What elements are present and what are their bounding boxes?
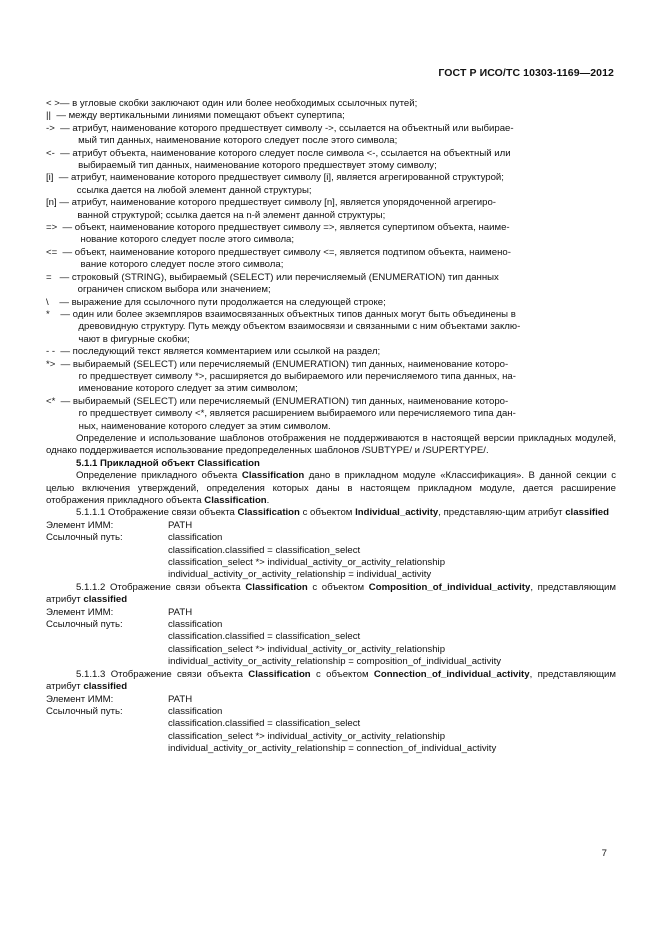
- legend-symbol: - -: [46, 346, 61, 358]
- element-value: PATH: [168, 693, 193, 705]
- legend-text-line: ных, наименование которого следует за этим символом.: [78, 420, 331, 432]
- legend-symbol: <*: [46, 395, 61, 407]
- legend-symbol: \: [46, 296, 60, 308]
- page-content: [46, 98, 616, 756]
- legend-text: [59, 172, 616, 197]
- legend-symbol: ->: [46, 122, 61, 134]
- legend-text-line: — атрибут, наименование которого предшествует символу [n], является упорядоченной агрегиро-: [59, 197, 496, 209]
- legend-text: [60, 346, 616, 358]
- legend-text: [60, 98, 616, 110]
- legend-text-line: — атрибут, наименование которого предшествует символу [i], является агрегированной структурой;: [58, 172, 504, 184]
- legend-text-line: — выбираемый (SELECT) или перечисляемый (ENUMERATION) тип данных, наименование которо-: [60, 358, 509, 370]
- legend-text-line: — атрибут, наименование которого предшествует символу ->, ссылается на объектный или выбирае-: [60, 122, 514, 134]
- legend-text-line: чают в фигурные скобки;: [78, 333, 190, 345]
- legend-symbol: < >: [46, 98, 60, 109]
- path-line: classification_select *> individual_activity_or_activity_relationship: [168, 730, 446, 742]
- legend-item: [46, 123, 616, 148]
- page-number: 7: [601, 848, 607, 859]
- path-row: [46, 532, 616, 544]
- path-line: classification.classified = classification_select: [168, 544, 361, 556]
- legend-item: [46, 148, 616, 173]
- mapping-block: [46, 669, 616, 756]
- legend-text: [61, 359, 616, 396]
- legend-text: [60, 123, 616, 148]
- legend-text-line: древовидную структуру. Путь между объектом взаимосвязи и связанными с ним объектами заклю-: [78, 321, 521, 333]
- path-line: individual_activity_or_activity_relationship = individual_activity: [168, 569, 432, 581]
- legend-text-line: — один или более экземпляров взаимосвязанных объектных типов данных могут быть объединены в: [60, 308, 516, 320]
- mapping-block: [46, 507, 616, 581]
- path-label: Ссылочный путь:: [46, 619, 123, 631]
- section-heading: 5.1.1 Прикладной объект Classification: [76, 457, 260, 469]
- legend-symbol: *>: [46, 358, 61, 370]
- legend-text-line: нование которого следует после этого символа;: [80, 234, 295, 246]
- legend-text-line: ссылка дается на любой элемент данной структуры;: [76, 184, 312, 196]
- legend-text-line: — выбираемый (SELECT) или перечисляемый (ENUMERATION) тип данных, наименование которо-: [60, 395, 509, 407]
- legend-item: [46, 172, 616, 197]
- legend-symbol: [n]: [46, 197, 60, 209]
- path-line: classification.classified = classification_select: [168, 718, 361, 730]
- mapping-title: 5.1.1.3 Отображение связи объекта Classification с объектом Connection_of_individual_activity, представляющим атрибут classified: [46, 668, 616, 693]
- legend-text-line: — объект, наименование которого предшествует символу <=, является подтипом объекта, наимено-: [62, 246, 511, 258]
- templates-paragraph: Определение и использование шаблонов отображения не поддерживаются в настоящей версии прикладных модулей, однако поддерживается использование предопределенных шаблонов /SUBTYPE/ и /SUPERTYPE/.: [46, 432, 616, 457]
- element-label: Элемент ИММ:: [46, 606, 114, 618]
- legend-item: [46, 346, 616, 358]
- mapping-title: 5.1.1.2 Отображение связи объекта Classification с объектом Composition_of_individual_activity, представляющим атрибут classified: [46, 581, 616, 606]
- element-row: [46, 607, 616, 619]
- legend-text-line: вание которого следует после этого символа;: [80, 259, 284, 271]
- element-row: [46, 520, 616, 532]
- path-first: classification: [168, 532, 223, 544]
- legend-text-line: ванной структурой; ссылка дается на n-й элемент данной структуры;: [77, 209, 386, 221]
- legend-text-line: го предшествует символу <*, является расширением выбираемого или перечисляемого типа дан-: [78, 408, 516, 420]
- legend-text: [63, 247, 616, 272]
- legend-text-line: — последующий текст является комментарием или ссылкой на раздел;: [60, 346, 381, 358]
- legend-symbol: [i]: [46, 172, 59, 184]
- legend-text: [63, 222, 616, 247]
- legend-text-line: — строковый (STRING), выбираемый (SELECT) или перечисляемый (ENUMERATION) тип данных: [59, 271, 499, 283]
- legend-item: [46, 297, 616, 309]
- legend-text-line: — атрибут объекта, наименование которого следует после символа <-, ссылается на объектный или: [60, 147, 511, 159]
- mapping-title: 5.1.1.1 Отображение связи объекта Classification с объектом Individual_activity, представляю-щим атрибут classified: [76, 507, 609, 519]
- element-row: [46, 694, 616, 706]
- legend-text-line: ограничен списком выбора или значением;: [77, 284, 271, 296]
- notation-legend: [46, 98, 616, 433]
- element-label: Элемент ИММ:: [46, 519, 114, 531]
- legend-item: [46, 222, 616, 247]
- legend-text: [59, 297, 616, 309]
- legend-text: [61, 396, 616, 433]
- element-value: PATH: [168, 519, 193, 531]
- legend-text: [60, 272, 616, 297]
- path-line: individual_activity_or_activity_relationship = connection_of_individual_activity: [168, 743, 497, 755]
- legend-text-line: — в угловые скобки заключают один или более необходимых ссылочных путей;: [59, 98, 418, 109]
- legend-symbol: *: [46, 308, 61, 320]
- legend-symbol: ||: [46, 110, 57, 122]
- path-label: Ссылочный путь:: [46, 705, 123, 717]
- path-first: classification: [168, 705, 223, 717]
- path-first: classification: [168, 619, 223, 631]
- mapping-block: [46, 582, 616, 669]
- legend-text-line: го предшествует символу *>, расширяется до выбираемого или перечисляемого типа данных, на-: [78, 370, 516, 382]
- legend-text-line: — выражение для ссылочного пути продолжается на следующей строке;: [59, 296, 386, 308]
- legend-symbol: <=: [46, 246, 63, 258]
- section-intro: Определение прикладного объекта Classification дано в прикладном модуле «Классификация». В данной секции с целью включения утверждений, определения которых даны в настоящем прикладном модуле, дается расширение отображения прикладного объекта Classification.: [46, 470, 616, 506]
- legend-symbol: =: [46, 271, 60, 283]
- legend-text-line: — между вертикальными линиями помещают объект супертипа;: [56, 110, 345, 122]
- legend-text-line: — объект, наименование которого предшествует символу =>, является супертипом объекта, наиме-: [62, 222, 510, 234]
- legend-symbol: =>: [46, 222, 63, 234]
- legend-item: [46, 98, 616, 110]
- legend-item: [46, 359, 616, 396]
- document-header: ГОСТ Р ИСО/ТС 10303-1169—2012: [438, 67, 614, 79]
- legend-text-line: выбираемый тип данных, наименование которого предшествует этому символу;: [78, 160, 437, 172]
- element-label: Элемент ИММ:: [46, 693, 114, 705]
- mapping-list: [46, 507, 616, 755]
- path-line: classification_select *> individual_activity_or_activity_relationship: [168, 557, 446, 569]
- path-row: [46, 619, 616, 631]
- legend-text: [56, 110, 616, 122]
- legend-item: [46, 396, 616, 433]
- path-line: individual_activity_or_activity_relationship = composition_of_individual_activity: [168, 656, 502, 668]
- legend-text: [59, 197, 616, 222]
- path-label: Ссылочный путь:: [46, 532, 123, 544]
- legend-item: [46, 110, 616, 122]
- legend-item: [46, 309, 616, 346]
- legend-item: [46, 247, 616, 272]
- path-line: classification.classified = classification_select: [168, 631, 361, 643]
- legend-text-line: мый тип данных, наименование которого следует после этого символа;: [78, 135, 398, 147]
- legend-symbol: <-: [46, 147, 61, 159]
- path-row: [46, 706, 616, 718]
- legend-text: [60, 148, 616, 173]
- legend-item: [46, 197, 616, 222]
- path-line: classification_select *> individual_activity_or_activity_relationship: [168, 643, 446, 655]
- legend-text-line: именование которого следует за этим символом;: [78, 383, 298, 395]
- legend-text: [60, 309, 616, 346]
- element-value: PATH: [168, 606, 193, 618]
- legend-item: [46, 272, 616, 297]
